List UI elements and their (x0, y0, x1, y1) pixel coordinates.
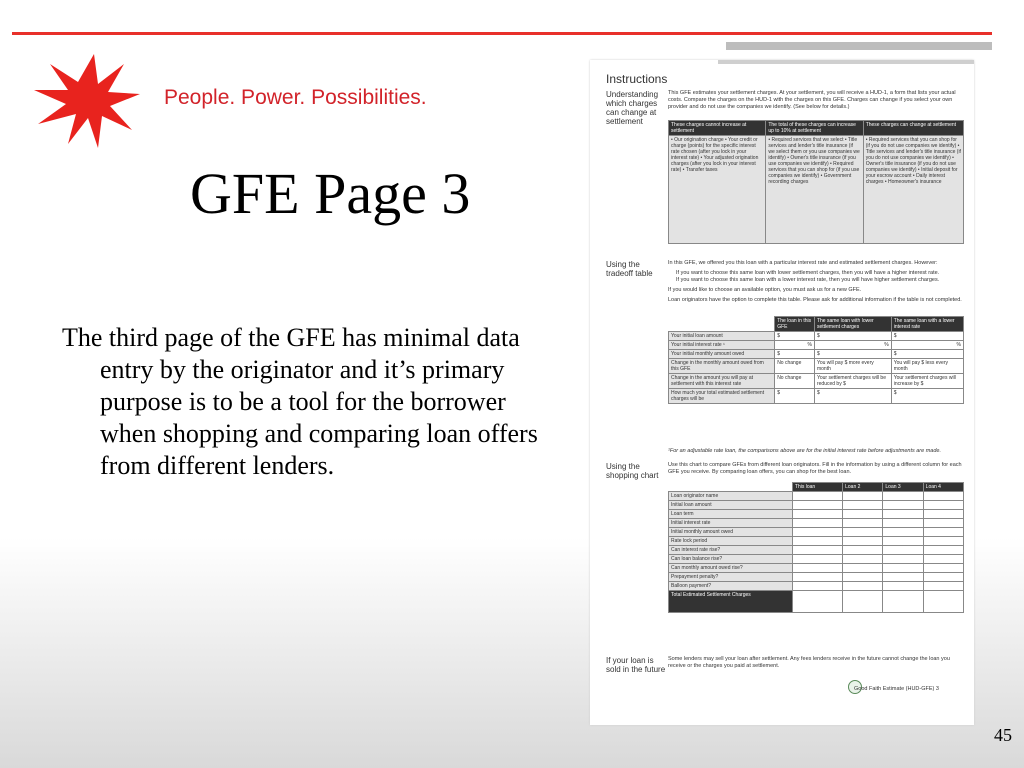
table-row: Balloon payment? (669, 582, 964, 591)
table-row: Total Estimated Settlement Charges (669, 591, 964, 613)
table-row: Rate lock period (669, 537, 964, 546)
tradeoff-footnote: ¹For an adjustable rate loan, the comparisons above are for the initial interest rate before adjustments are made. (668, 448, 942, 454)
starburst-logo-icon (32, 50, 142, 150)
table-row: Can loan balance rise? (669, 555, 964, 564)
table-row: Your initial interest rate ¹ % % % (669, 341, 964, 350)
section-label-tradeoff: Using the tradeoff table (606, 260, 653, 278)
page-number: 45 (994, 725, 1012, 745)
table-row: Initial loan amount (669, 501, 964, 510)
tagline: People. Power. Possibilities. (164, 86, 427, 109)
table-row: Can monthly amount owed rise? (669, 564, 964, 573)
doc-footer: Good Faith Estimate (HUD-GFE) 3 (854, 686, 939, 692)
top-grey-bar (726, 42, 992, 50)
section-label-understanding: Understanding which charges can change at settlement (606, 90, 659, 126)
gfe-page-3-image (590, 60, 974, 725)
table-row: Your initial loan amount $ $ $ (669, 332, 964, 341)
slide-body-text: The third page of the GFE has minimal data entry by the originator and it’s primary purpose is to be a tool for the borrower when shopping and comparing loan offers from different lenders. (62, 323, 538, 480)
tradeoff-table: The loan in this GFE The same loan with lower settlement charges The same loan with a lower interest rate Your initial loan amount $ $ $ Your initial interest rate ¹ % % % Your initial monthly amount owed $ $ $ Change in the monthly amount owed from this GFE No change You will pay $ more every month You will pay $ less every month Change in the amount you will pay at settlement with this interest rate No change Your settlement charges will be reduced by $ Your settlement charges will increase by $ How much your total estimated settlement charges will be $ $ $ (668, 316, 964, 404)
table-row: Prepayment penalty? (669, 573, 964, 582)
section-text-tradeoff: In this GFE, we offered you this loan with a particular interest rate and estimated settlement charges. However: If you want to choose this same loan with lower settlement charges, then you will have a higher interest rate. If you want to choose this same loan with a lower interest rate, then you will have higher settlement charges. If you would like to choose an available option, you must ask us for a new GFE. Loan originators have the option to complete this table. Please ask for additional information if the table is not completed. (668, 260, 962, 303)
table-row: Initial interest rate (669, 519, 964, 528)
section-text-understanding: This GFE estimates your settlement charges. At your settlement, you will receive a HUD-1, a form that lists your actual costs. Compare the charges on the HUD-1 with the charges on this GFE. Charges can change if you select your own provider and do not use the companies we identify. (See below for details.) (668, 90, 956, 110)
section-text-sold: Some lenders may sell your loan after settlement. Any fees lenders receive in the future cannot change the loan you receive or the charges you paid at settlement. (668, 656, 950, 669)
doc-heading: Instructions (606, 72, 668, 86)
slide-title: GFE Page 3 (190, 161, 471, 226)
shopping-chart-table: This loan Loan 2 Loan 3 Loan 4 Loan originator name Initial loan amount Loan term Initial interest rate Initial monthly amount owed Rate lock period Can interest rate rise? Can loan balance rise? Can monthly amount owed rise? Prepayment penalty? Balloon payment? Total Estimated Settlement Charges (668, 482, 964, 613)
table-row: Change in the amount you will pay at settlement with this interest rate No change Your settlement charges will be reduced by $ Your settlement charges will increase by $ (669, 374, 964, 389)
table-row: Your initial monthly amount owed $ $ $ (669, 350, 964, 359)
section-label-sold: If your loan is sold in the future (606, 656, 666, 674)
section-text-shopping: Use this chart to compare GFEs from different loan originators. Fill in the information by using a different column for each GFE you receive. By comparing loan offers, you can shop for the best loan. (668, 462, 962, 475)
charges-table: These charges cannot increase at settlement The total of these charges can increase up to 10% at settlement These charges can change at settlement • Our origination charge • Your credit or charge (points) for the specific interest rate chosen (after you lock in your interest rate) • Your adjusted origination charges (after you lock in your interest rate) • Transfer taxes • Required services that we select • Title services and lender's title insurance (if we select them or you use companies we identify) • Owner's title insurance (if you use companies we identify) • Required services that you can shop for (if you use companies we identify) • Government recording charges • Required services that you can shop for (if you do not use companies we identify) • Title services and lender's title insurance (if you do not use companies we identify) • Owner's title insurance (if you do not use companies we identify) • Initial deposit for your escrow account • Daily interest charges • Homeowner's insurance (668, 120, 964, 244)
section-label-shopping: Using the shopping chart (606, 462, 659, 480)
table-row: Change in the monthly amount owed from this GFE No change You will pay $ more every month You will pay $ less every month (669, 359, 964, 374)
table-row: Initial monthly amount owed (669, 528, 964, 537)
doc-top-bar (718, 60, 974, 64)
table-row: How much your total estimated settlement charges will be $ $ $ (669, 389, 964, 404)
table-row: Loan term (669, 510, 964, 519)
table-row: Loan originator name (669, 492, 964, 501)
table-row: Can interest rate rise? (669, 546, 964, 555)
top-red-rule (12, 32, 992, 35)
